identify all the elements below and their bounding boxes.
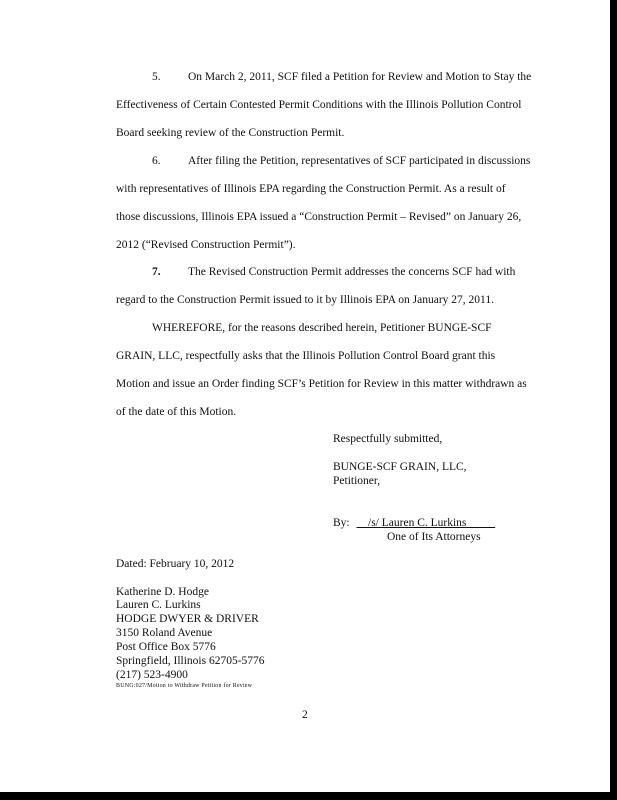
paragraph-line: those discussions, Illinois EPA issued a “Construction Permit – Revised” on January 26, <box>116 211 522 223</box>
by-label: By: <box>333 517 350 529</box>
attorney-line: Lauren C. Lurkins <box>116 599 201 611</box>
date-line: Dated: February 10, 2012 <box>116 558 235 570</box>
signer-name: Lauren C. Lurkins <box>381 517 467 529</box>
attorney-line: HODGE DWYER & DRIVER <box>116 613 259 625</box>
paragraph-line: Effectiveness of Certain Contested Permit Conditions with the Illinois Pollution Control <box>116 99 522 111</box>
sig-mark: /s/ <box>368 517 379 529</box>
paragraph-line: On March 2, 2011, SCF filed a Petition for Review and Motion to Stay the <box>188 71 532 83</box>
party-name: BUNGE-SCF GRAIN, LLC, <box>333 461 467 473</box>
paragraph-number: 6. <box>152 155 161 167</box>
paragraph-line: Board seeking review of the Construction Permit. <box>116 127 345 139</box>
paragraph-line: After filing the Petition, representatives of SCF participated in discussions <box>188 155 531 167</box>
paragraph-line: 2012 (“Revised Construction Permit”). <box>116 239 296 251</box>
wherefore-line: WHEREFORE, for the reasons described herein, Petitioner BUNGE-SCF <box>152 322 492 334</box>
paragraph-line: The Revised Construction Permit addresses the concerns SCF had with <box>188 266 516 278</box>
party-role: Petitioner, <box>333 475 381 487</box>
wherefore-line: Motion and issue an Order finding SCF’s Petition for Review in this matter withdrawn as <box>116 378 527 390</box>
paragraph-line: with representatives of Illinois EPA regarding the Construction Permit. As a result of <box>116 183 506 195</box>
paragraph-number: 7. <box>152 266 161 278</box>
signer-title: One of Its Attorneys <box>387 531 481 543</box>
scan-edge-right <box>610 0 617 800</box>
attorney-line: 3150 Roland Avenue <box>116 627 213 639</box>
paragraph-number: 5. <box>152 71 161 83</box>
wherefore-line: of the date of this Motion. <box>116 406 237 418</box>
attorney-line: (217) 523-4900 <box>116 669 188 681</box>
paragraph-line: regard to the Construction Permit issued to it by Illinois EPA on January 27, 2011. <box>116 294 494 306</box>
wherefore-line: GRAIN, LLC, respectfully asks that the Illinois Pollution Control Board grant this <box>116 350 496 362</box>
file-path: BUNG:027/Motion to Withdraw Petition for Review <box>116 683 253 689</box>
attorney-line: Post Office Box 5776 <box>116 641 216 653</box>
closing: Respectfully submitted, <box>333 433 443 445</box>
signature-line <box>333 516 495 530</box>
attorney-line: Katherine D. Hodge <box>116 586 209 598</box>
attorney-line: Springfield, Illinois 62705-5776 <box>116 655 265 667</box>
signature-underline <box>357 517 496 529</box>
page-number: 2 <box>302 709 308 721</box>
scan-edge-bottom <box>0 792 617 800</box>
